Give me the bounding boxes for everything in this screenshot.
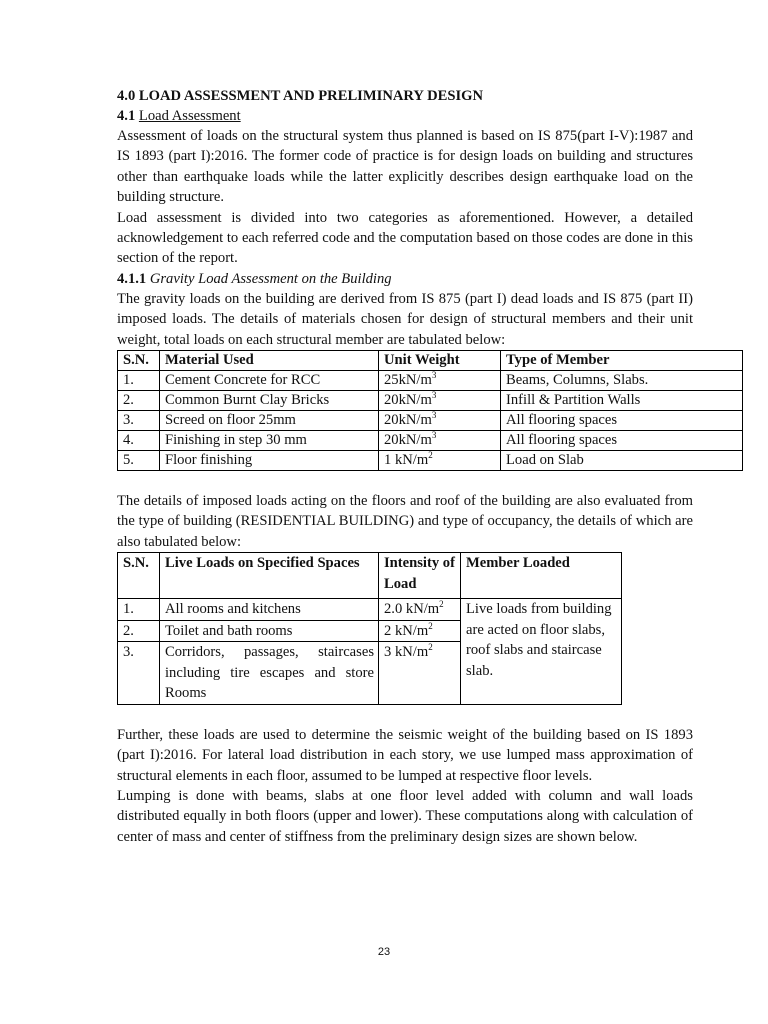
- cell-unit-weight: [379, 431, 501, 451]
- cell-unit-weight: [379, 371, 501, 391]
- live-load-table: [117, 552, 622, 705]
- table-row: [118, 599, 622, 621]
- cell-sn: 2.: [118, 391, 160, 411]
- cell-material: Cement Concrete for RCC: [160, 371, 379, 391]
- unit-exponent: 2: [428, 450, 433, 461]
- table-header-row: [118, 553, 622, 599]
- document-page: [117, 86, 693, 847]
- cell-unit-weight: [379, 411, 501, 431]
- paragraph-4: The details of imposed loads acting on the floors and roof of the building are also evaluated from the type of building (RESIDENTIAL BUILDING) and type of occupancy, the details of which are also tabulated below:: [117, 493, 693, 550]
- cell-intensity: [379, 620, 461, 642]
- cell-sn: 3.: [118, 642, 160, 705]
- cell-space: Toilet and bath rooms: [160, 620, 379, 642]
- cell-intensity: [379, 642, 461, 705]
- paragraph-1: Assessment of loads on the structural system thus planned is based on IS 875(part I-V):1987 and IS 1893 (part I):2016. The former code of practice is for design loads on building and structures other than earthquake loads while the latter explicitly describes design earthquake load on the building structure.: [117, 128, 693, 206]
- subsubsection-heading: [117, 269, 693, 289]
- intensity-value: 3 kN/m: [384, 644, 429, 661]
- paragraph-2: Load assessment is divided into two categories as aforementioned. However, a detailed acknowledgement to each referred code and the computation based on those codes are done in this section of the report.: [117, 209, 693, 267]
- page-number: 23: [377, 946, 391, 958]
- table-header-row: [118, 351, 743, 371]
- cell-material: Screed on floor 25mm: [160, 411, 379, 431]
- subsection-heading: [117, 106, 693, 126]
- cell-member: Beams, Columns, Slabs.: [501, 371, 743, 391]
- cell-unit-weight: [379, 451, 501, 471]
- cell-material: Floor finishing: [160, 451, 379, 471]
- col-header-live-loads: Live Loads on Specified Spaces: [160, 553, 379, 599]
- weight-value: 20kN/m: [384, 392, 432, 409]
- col-header-sn: S.N.: [118, 351, 160, 371]
- col-header-material: Material Used: [160, 351, 379, 371]
- unit-exponent: 2: [428, 642, 433, 653]
- table-row: [118, 411, 743, 431]
- weight-value: 25kN/m: [384, 372, 432, 389]
- unit-exponent: 3: [431, 410, 437, 421]
- cell-sn: 3.: [118, 411, 160, 431]
- cell-member: All flooring spaces: [501, 411, 743, 431]
- paragraph-3: The gravity loads on the building are derived from IS 875 (part I) dead loads and IS 875 (part II) imposed loads. The details of materials chosen for design of structural members and their unit weight, total loads on each structural member are tabulated below:: [117, 290, 693, 348]
- cell-sn: 1.: [118, 599, 160, 621]
- col-header-intensity: Intensity of Load: [379, 553, 461, 599]
- table-row: [118, 391, 743, 411]
- material-table: [117, 350, 743, 471]
- col-header-member-loaded: Member Loaded: [461, 553, 622, 599]
- col-header-sn: S.N.: [118, 553, 160, 599]
- cell-sn: 2.: [118, 620, 160, 642]
- section-title: 4.0 LOAD ASSESSMENT AND PRELIMINARY DESIGN: [117, 88, 484, 104]
- col-header-unit-weight: Unit Weight: [379, 351, 501, 371]
- paragraph-6: Lumping is done with beams, slabs at one floor level added with column and wall loads distributed equally in both floors (upper and lower). These computations along with calculation of center of mass and center of stiffness from the preliminary design sizes are shown below.: [117, 788, 693, 845]
- table-row: [118, 371, 743, 391]
- spacer: [117, 705, 693, 725]
- subsection-number: 4.1: [117, 108, 136, 124]
- weight-value: 1 kN/m: [384, 452, 429, 469]
- spacer: [117, 471, 693, 491]
- unit-exponent: 2: [439, 599, 444, 610]
- weight-value: 20kN/m: [384, 412, 432, 429]
- intensity-value: 2.0 kN/m: [384, 601, 440, 618]
- unit-exponent: 3: [431, 430, 437, 441]
- cell-material: Finishing in step 30 mm: [160, 431, 379, 451]
- unit-exponent: 3: [431, 390, 437, 401]
- cell-member: Load on Slab: [501, 451, 743, 471]
- col-header-member-type: Type of Member: [501, 351, 743, 371]
- cell-member-loaded: Live loads from building are acted on floor slabs, roof slabs and staircase slab.: [461, 599, 622, 705]
- intensity-value: 2 kN/m: [384, 622, 429, 639]
- cell-member: Infill & Partition Walls: [501, 391, 743, 411]
- subsubsection-number: 4.1.1: [117, 270, 147, 287]
- unit-exponent: 3: [431, 370, 437, 381]
- subsection-title: Load Assessment: [138, 108, 241, 124]
- weight-value: 20kN/m: [384, 432, 432, 449]
- cell-space: Corridors, passages, staircases including tire escapes and store Rooms: [160, 642, 379, 705]
- subsubsection-title: Gravity Load Assessment on the Building: [149, 270, 392, 287]
- unit-exponent: 2: [428, 620, 433, 631]
- cell-sn: 5.: [118, 451, 160, 471]
- cell-material: Common Burnt Clay Bricks: [160, 391, 379, 411]
- table-row: [118, 451, 743, 471]
- cell-sn: 1.: [118, 371, 160, 391]
- cell-unit-weight: [379, 391, 501, 411]
- cell-sn: 4.: [118, 431, 160, 451]
- cell-member: All flooring spaces: [501, 431, 743, 451]
- paragraph-5: Further, these loads are used to determine the seismic weight of the building based on IS 1893 (part I):2016. For lateral load distribution in each story, we use lumped mass approximation of structural elements in each floor, assumed to be lumped at respective floor levels.: [117, 726, 693, 784]
- cell-intensity: [379, 599, 461, 621]
- cell-space: All rooms and kitchens: [160, 599, 379, 621]
- table-row: [118, 431, 743, 451]
